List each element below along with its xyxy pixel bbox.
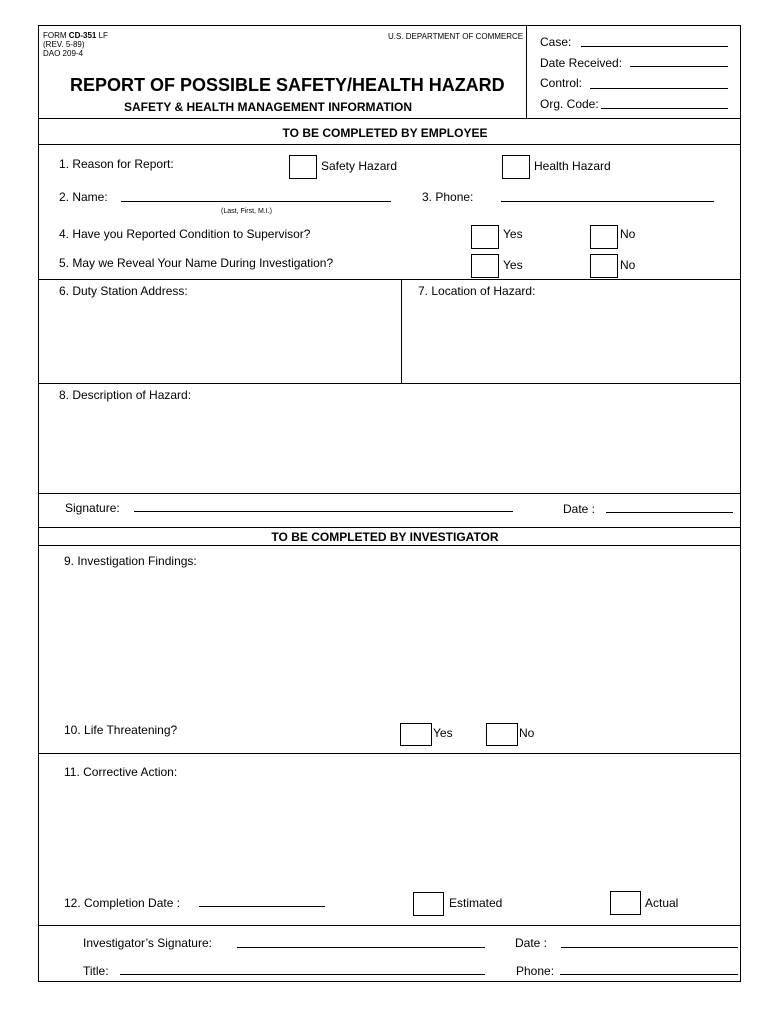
divider [38,545,741,546]
q4-no-checkbox[interactable] [590,225,618,249]
life-threatening-yes-checkbox[interactable] [400,723,432,746]
life-threatening-no-checkbox[interactable] [486,723,518,746]
divider [401,279,402,383]
completion-date-field[interactable] [199,906,325,907]
q4-label: 4. Have you Reported Condition to Supervisor? [59,227,311,241]
divider [38,279,741,280]
duty-station-label: 6. Duty Station Address: [59,284,188,298]
phone-field[interactable] [501,201,714,202]
employee-signature-field[interactable] [134,511,513,512]
divider [38,527,741,528]
phone-label: 3. Phone: [422,190,474,204]
investigator-date-label: Date : [515,936,548,950]
employee-signature-label: Signature: [65,501,120,515]
life-threatening-label: 10. Life Threatening? [64,723,178,737]
office-use-divider [526,26,527,118]
corrective-label: 11. Corrective Action: [64,765,178,779]
life-threatening-no-label: No [519,726,535,740]
date-received-label: Date Received: [540,56,623,70]
form-suffix: LF [98,31,108,40]
actual-label: Actual [645,896,679,910]
health-hazard-checkbox[interactable] [502,155,530,179]
estimated-checkbox[interactable] [413,892,444,916]
department-name: U.S. DEPARTMENT OF COMMERCE [388,32,524,41]
q5-label: 5. May we Reveal Your Name During Investigation? [59,256,334,270]
control-label: Control: [540,76,583,90]
investigator-signature-field[interactable] [237,947,485,948]
description-label: 8. Description of Hazard: [59,388,192,402]
divider [38,383,741,384]
life-threatening-yes-label: Yes [433,726,453,740]
form-number-line [43,31,108,40]
divider [38,925,741,926]
completion-date-label: 12. Completion Date : [64,896,181,910]
location-label: 7. Location of Hazard: [418,284,536,298]
investigator-section-title: TO BE COMPLETED BY INVESTIGATOR [271,530,499,544]
q5-yes-checkbox[interactable] [471,254,499,278]
employee-section-title: TO BE COMPLETED BY EMPLOYEE [282,126,488,140]
location-input[interactable] [405,300,737,380]
findings-label: 9. Investigation Findings: [64,554,197,568]
health-hazard-label: Health Hazard [534,159,611,173]
estimated-label: Estimated [449,896,503,910]
name-hint: (Last, First, M.I.) [221,208,272,215]
q5-yes-label: Yes [503,258,523,272]
divider [38,118,741,119]
case-label: Case: [540,35,572,49]
form-title: REPORT OF POSSIBLE SAFETY/HEALTH HAZARD [70,75,505,95]
org-code-label: Org. Code: [540,97,599,111]
date-received-field[interactable] [630,66,728,67]
investigator-phone-field[interactable] [560,974,738,975]
actual-checkbox[interactable] [610,891,641,915]
form-dao: DAO 209-4 [43,49,84,58]
safety-hazard-checkbox[interactable] [289,155,317,179]
case-field[interactable] [581,46,728,47]
q5-no-checkbox[interactable] [590,254,618,278]
form-number: CD-351 [68,31,97,40]
org-code-field[interactable] [601,108,728,109]
q4-yes-checkbox[interactable] [471,225,499,249]
investigator-title-label: Title: [83,964,109,978]
form-label: FORM [43,31,67,40]
name-label: 2. Name: [59,190,108,204]
safety-hazard-label: Safety Hazard [321,159,398,173]
employee-date-field[interactable] [606,512,733,513]
reason-label: 1. Reason for Report: [59,157,174,171]
investigator-date-field[interactable] [561,947,738,948]
name-field[interactable] [121,201,391,202]
form-revision: (REV. 5-89) [43,40,85,49]
employee-date-label: Date : [563,502,596,516]
control-field[interactable] [590,88,728,89]
q4-yes-label: Yes [503,227,523,241]
q4-no-label: No [620,227,636,241]
description-input[interactable] [42,404,737,489]
investigator-title-field[interactable] [120,974,485,975]
divider [38,493,741,494]
divider [38,753,741,754]
q5-no-label: No [620,258,636,272]
investigator-phone-label: Phone: [516,964,555,978]
findings-input[interactable] [42,570,737,710]
duty-station-input[interactable] [42,300,397,380]
investigator-signature-label: Investigator’s Signature: [83,936,212,950]
divider [38,144,741,145]
form-subtitle: SAFETY & HEALTH MANAGEMENT INFORMATION [124,100,412,114]
corrective-input[interactable] [42,782,737,887]
